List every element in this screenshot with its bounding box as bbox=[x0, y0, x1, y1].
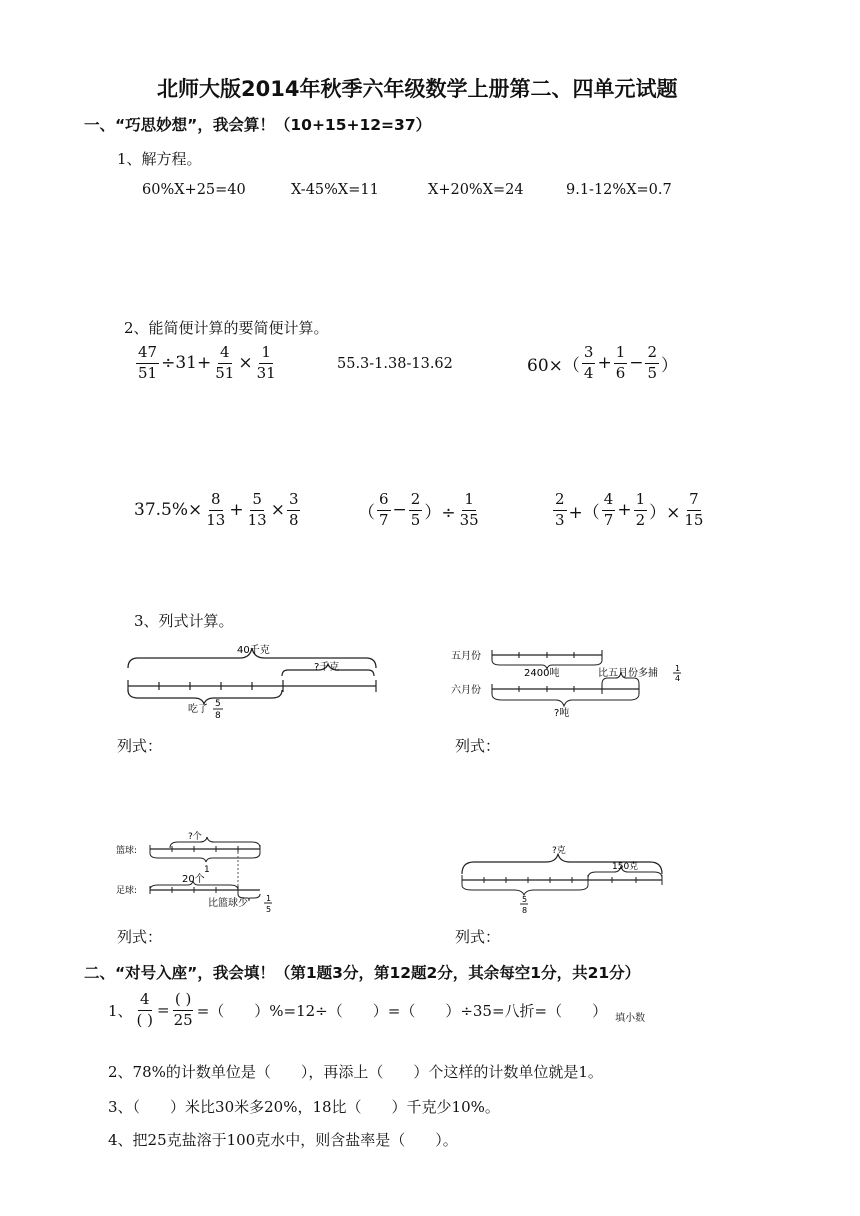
numerator: 4 bbox=[218, 345, 232, 364]
fill-question-2: 2、78%的计数单位是（ ），再添上（ ）个这样的计数单位就是1。 bbox=[108, 1063, 603, 1081]
denominator: 25 bbox=[173, 1010, 193, 1029]
denominator: 35 bbox=[459, 510, 479, 529]
top-label: ?克 bbox=[552, 846, 566, 856]
section2-heading: 二、“对号入座”，我会填！（第1题3分，第12题2分，其余每空1分，共21分） bbox=[84, 964, 641, 982]
equals: = bbox=[157, 1001, 170, 1020]
denominator: 6 bbox=[615, 363, 626, 382]
numerator: 1 bbox=[634, 492, 648, 511]
football-label: 足球: bbox=[116, 886, 138, 896]
operator: ） bbox=[661, 355, 679, 376]
denominator: 5 bbox=[647, 363, 658, 382]
operator: ÷31+ bbox=[161, 353, 212, 374]
hint-note: 填小数 bbox=[615, 1012, 646, 1024]
denominator: 7 bbox=[379, 510, 389, 529]
note-n: 1 bbox=[266, 894, 272, 903]
operator: （ bbox=[358, 502, 375, 523]
operator: 37.5%× bbox=[134, 500, 203, 521]
june-label: 六月份 bbox=[451, 685, 481, 696]
operator: +（ bbox=[568, 502, 600, 523]
diagram-balls bbox=[114, 828, 284, 916]
fill-question-3: 3、（ ）米比30米多20%，18比（ ）千克少10%。 bbox=[108, 1098, 500, 1116]
formula-label-3: 列式： bbox=[117, 928, 163, 946]
may-value: 2400吨 bbox=[524, 668, 560, 679]
denominator: 7 bbox=[603, 510, 614, 529]
note-d: 5 bbox=[266, 905, 272, 914]
note-d: 4 bbox=[675, 674, 681, 683]
denominator: 15 bbox=[684, 510, 704, 529]
operator: × bbox=[238, 353, 253, 374]
calc-expression-4 bbox=[134, 492, 302, 529]
operator: 60×（ bbox=[527, 355, 580, 376]
section1-heading: 一、“巧思妙想”，我会算！（10+15+12=37） bbox=[84, 116, 432, 134]
basketball-label: 篮球: bbox=[116, 846, 138, 856]
calc-expression-2: 55.3-1.38-13.62 bbox=[337, 356, 453, 372]
equation-1: 60%X+25=40 bbox=[142, 182, 246, 198]
denominator: 13 bbox=[247, 510, 267, 529]
denominator: 51 bbox=[215, 363, 235, 382]
denominator: 51 bbox=[138, 363, 158, 382]
numerator: 2 bbox=[409, 492, 423, 511]
q2-label: 2、能简便计算的要简便计算。 bbox=[124, 319, 329, 337]
operator: ）× bbox=[649, 502, 681, 523]
operator: − bbox=[392, 500, 407, 521]
blank-numerator[interactable]: ( ) bbox=[173, 992, 193, 1011]
june-value: ?吨 bbox=[554, 708, 570, 719]
denominator: 8 bbox=[288, 510, 299, 529]
formula-label-2: 列式： bbox=[455, 737, 501, 755]
label-top: 40千克 bbox=[237, 645, 270, 656]
numerator: 47 bbox=[136, 345, 159, 364]
calc-expression-1 bbox=[134, 345, 280, 382]
numerator: 3 bbox=[287, 492, 301, 511]
diff-label: 20个 bbox=[182, 874, 205, 885]
numerator: 1 bbox=[462, 492, 476, 511]
mid-label: 1 bbox=[204, 865, 210, 875]
numerator: 4 bbox=[138, 992, 152, 1011]
question-number: 1、 bbox=[108, 1001, 133, 1020]
calc-expression-6 bbox=[551, 492, 707, 529]
denominator: 13 bbox=[206, 510, 226, 529]
calc-expression-5 bbox=[358, 492, 483, 529]
label-right: ?千克 bbox=[314, 662, 340, 673]
note-n: 1 bbox=[675, 664, 681, 673]
diagram-40kg bbox=[122, 640, 382, 720]
formula-label-4: 列式： bbox=[455, 928, 501, 946]
denominator: 3 bbox=[555, 510, 565, 529]
label-bottom: 吃了 bbox=[188, 704, 208, 715]
frac-d: 8 bbox=[215, 711, 221, 720]
frac-d: 8 bbox=[522, 906, 528, 915]
numerator: 1 bbox=[614, 345, 628, 364]
q3-label: 3、列式计算。 bbox=[134, 612, 234, 630]
question-text: =（ ）%=12÷（ ）=（ ）÷35=八折=（ ） bbox=[196, 1001, 608, 1020]
operator: + bbox=[229, 500, 244, 521]
note-text: 比五月份多捕 bbox=[598, 668, 658, 679]
equation-4: 9.1-12%X=0.7 bbox=[566, 182, 672, 198]
formula-label-1: 列式： bbox=[117, 737, 163, 755]
numerator: 3 bbox=[582, 345, 596, 364]
denominator: 2 bbox=[635, 510, 646, 529]
may-label: 五月份 bbox=[451, 651, 481, 662]
frac-n: 5 bbox=[522, 895, 528, 904]
numerator: 5 bbox=[250, 492, 264, 511]
fill-question-1 bbox=[108, 992, 645, 1029]
denominator: 5 bbox=[410, 510, 421, 529]
blank-denominator[interactable]: ( ) bbox=[136, 1010, 154, 1029]
numerator: 2 bbox=[553, 492, 567, 511]
frac-n: 5 bbox=[215, 699, 221, 709]
operator: + bbox=[597, 353, 612, 374]
note-label: 比篮球少 bbox=[208, 898, 248, 909]
numerator: 8 bbox=[209, 492, 223, 511]
diagram-fish bbox=[446, 640, 686, 720]
denominator: 31 bbox=[256, 363, 276, 382]
calc-expression-3 bbox=[527, 345, 678, 382]
equation-3: X+20%X=24 bbox=[428, 182, 524, 198]
right-label: 150克 bbox=[612, 862, 639, 872]
operator: × bbox=[270, 500, 285, 521]
numerator: 7 bbox=[687, 492, 701, 511]
page-title: 北师大版2014年秋季六年级数学上册第二、四单元试题 bbox=[157, 77, 678, 101]
operator: − bbox=[629, 353, 644, 374]
diagram-grams bbox=[456, 840, 670, 916]
numerator: 6 bbox=[377, 492, 391, 511]
q1-label: 1、解方程。 bbox=[117, 150, 202, 168]
operator: ）÷ bbox=[424, 502, 456, 523]
numerator: 2 bbox=[645, 345, 659, 364]
top-label: ?个 bbox=[188, 832, 202, 842]
numerator: 1 bbox=[259, 345, 273, 364]
fill-question-4: 4、把25克盐溶于100克水中，则含盐率是（ ）。 bbox=[108, 1131, 458, 1149]
equation-2: X-45%X=11 bbox=[291, 182, 379, 198]
denominator: 4 bbox=[583, 363, 594, 382]
operator: + bbox=[617, 500, 632, 521]
numerator: 4 bbox=[602, 492, 616, 511]
